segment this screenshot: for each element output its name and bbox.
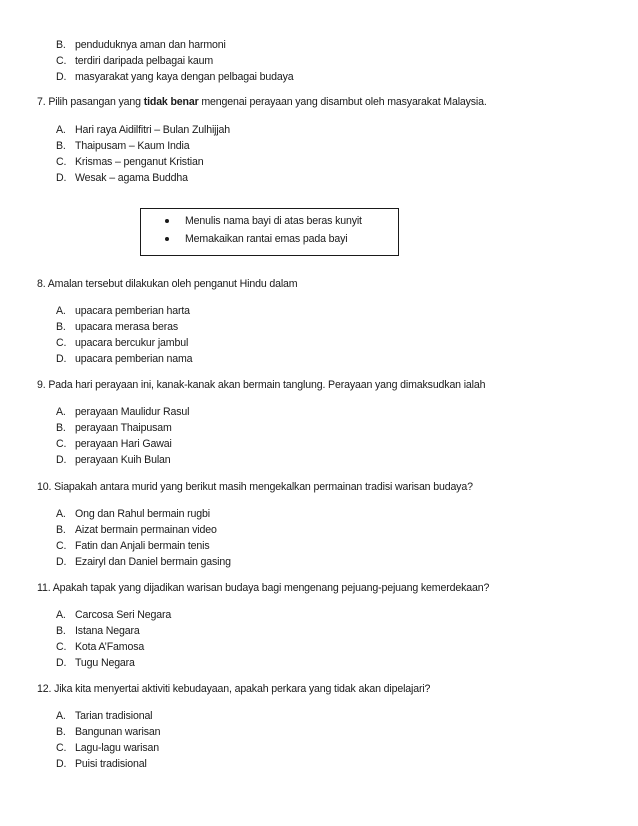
option-text: upacara merasa beras [75, 321, 178, 334]
option-text: perayaan Thaipusam [75, 422, 172, 435]
option-text: Kota A’Famosa [75, 641, 145, 654]
option-text: Lagu-lagu warisan [75, 742, 160, 755]
option-q8-a [56, 303, 192, 319]
option-letter: C. [56, 438, 67, 451]
option-letter: D. [56, 556, 67, 569]
option-letter: A. [56, 406, 66, 418]
option-q9-b [56, 420, 189, 436]
option-q8-b [56, 319, 192, 335]
option-letter: D. [56, 71, 67, 84]
q6-options [56, 37, 294, 85]
question-7-emphasis: tidak benar [143, 96, 199, 108]
option-letter: B. [56, 39, 66, 51]
question-7-prefix: 7. Pilih pasangan yang [37, 96, 144, 108]
option-text: terdiri daripada pelbagai kaum [75, 55, 214, 68]
option-letter: C. [56, 337, 67, 350]
option-q9-c [56, 436, 189, 452]
option-letter: B. [56, 321, 66, 334]
option-text: perayaan Kuih Bulan [75, 454, 171, 467]
question-7-suffix: mengenai perayaan yang disambut oleh masyarakat Malaysia. [198, 96, 487, 108]
option-letter: C. [56, 55, 67, 68]
option-q10-c [56, 538, 231, 554]
q10-options [56, 506, 231, 570]
option-q6-b [56, 37, 294, 53]
option-letter: A. [56, 609, 66, 621]
option-q9-d [56, 452, 189, 468]
option-q7-b [56, 138, 230, 154]
info-box-item [165, 233, 347, 245]
option-q9-a [56, 404, 189, 420]
option-letter: A. [56, 508, 66, 520]
option-text: upacara bercukur jambul [75, 337, 189, 350]
option-q10-a [56, 506, 231, 522]
option-letter: A. [56, 710, 66, 722]
option-q6-c [56, 53, 294, 69]
info-box-text: Memakaikan rantai emas pada bayi [185, 233, 348, 245]
option-q8-d [56, 351, 192, 367]
q7-options [56, 122, 230, 186]
option-q8-c [56, 335, 192, 351]
info-box-item [165, 215, 362, 227]
q11-options [56, 607, 171, 671]
option-q7-a [56, 122, 230, 138]
option-text: upacara pemberian nama [75, 353, 193, 366]
option-text: Aizat bermain permainan video [75, 524, 217, 537]
option-letter: A. [56, 305, 66, 317]
option-letter: A. [56, 124, 66, 136]
option-letter: D. [56, 353, 67, 366]
option-letter: C. [56, 742, 67, 755]
option-q10-b [56, 522, 231, 538]
option-letter: D. [56, 758, 67, 771]
question-10: 10. Siapakah antara murid yang berikut masih mengekalkan permainan tradisi warisan budaya? [37, 481, 473, 493]
option-text: upacara pemberian harta [75, 305, 190, 317]
option-text: Tugu Negara [75, 657, 135, 670]
option-text: penduduknya aman dan harmoni [75, 39, 226, 51]
option-text: Bangunan warisan [75, 726, 161, 739]
question-7 [37, 96, 487, 108]
option-text: perayaan Maulidur Rasul [75, 406, 190, 418]
question-12: 12. Jika kita menyertai aktiviti kebudayaan, apakah perkara yang tidak akan dipelajari? [37, 683, 431, 695]
option-q11-d [56, 655, 171, 671]
option-letter: B. [56, 726, 66, 739]
bullet-icon [165, 219, 169, 223]
bullet-icon [165, 237, 169, 241]
option-text: perayaan Hari Gawai [75, 438, 172, 451]
option-q12-d [56, 756, 160, 772]
q9-options [56, 404, 189, 468]
info-box-text: Menulis nama bayi di atas beras kunyit [185, 215, 362, 227]
option-letter: D. [56, 454, 67, 467]
option-text: Thaipusam – Kaum India [75, 140, 190, 153]
option-q10-d [56, 554, 231, 570]
option-text: Krismas – penganut Kristian [75, 156, 204, 169]
option-text: Fatin dan Anjali bermain tenis [75, 540, 210, 553]
option-text: Ezairyl dan Daniel bermain gasing [75, 556, 231, 569]
option-text: Puisi tradisional [75, 758, 147, 771]
option-q11-a [56, 607, 171, 623]
question-11: 11. Apakah tapak yang dijadikan warisan budaya bagi mengenang pejuang-pejuang kemerdekaan? [37, 582, 490, 594]
option-q12-b [56, 724, 160, 740]
option-text: Carcosa Seri Negara [75, 609, 172, 621]
option-q12-c [56, 740, 160, 756]
option-letter: D. [56, 172, 67, 185]
q12-options [56, 708, 160, 772]
option-letter: B. [56, 422, 66, 435]
option-text: Wesak – agama Buddha [75, 172, 188, 185]
option-letter: B. [56, 524, 66, 537]
option-text: Hari raya Aidilfitri – Bulan Zulhijjah [75, 124, 231, 136]
option-q7-c [56, 154, 230, 170]
option-q11-c [56, 639, 171, 655]
option-letter: B. [56, 140, 66, 153]
option-text: Istana Negara [75, 625, 140, 638]
option-text: masyarakat yang kaya dengan pelbagai budaya [75, 71, 294, 84]
option-q12-a [56, 708, 160, 724]
q8-options [56, 303, 192, 367]
option-text: Ong dan Rahul bermain rugbi [75, 508, 210, 520]
option-q11-b [56, 623, 171, 639]
option-q7-d [56, 170, 230, 186]
option-letter: B. [56, 625, 66, 638]
question-9: 9. Pada hari perayaan ini, kanak-kanak akan bermain tanglung. Perayaan yang dimaksudkan ialah [37, 379, 486, 391]
option-q6-d [56, 69, 294, 85]
info-box [140, 208, 399, 256]
question-8: 8. Amalan tersebut dilakukan oleh penganut Hindu dalam [37, 278, 298, 290]
option-letter: C. [56, 641, 67, 654]
option-letter: C. [56, 540, 67, 553]
option-letter: C. [56, 156, 67, 169]
option-text: Tarian tradisional [75, 710, 153, 722]
option-letter: D. [56, 657, 67, 670]
